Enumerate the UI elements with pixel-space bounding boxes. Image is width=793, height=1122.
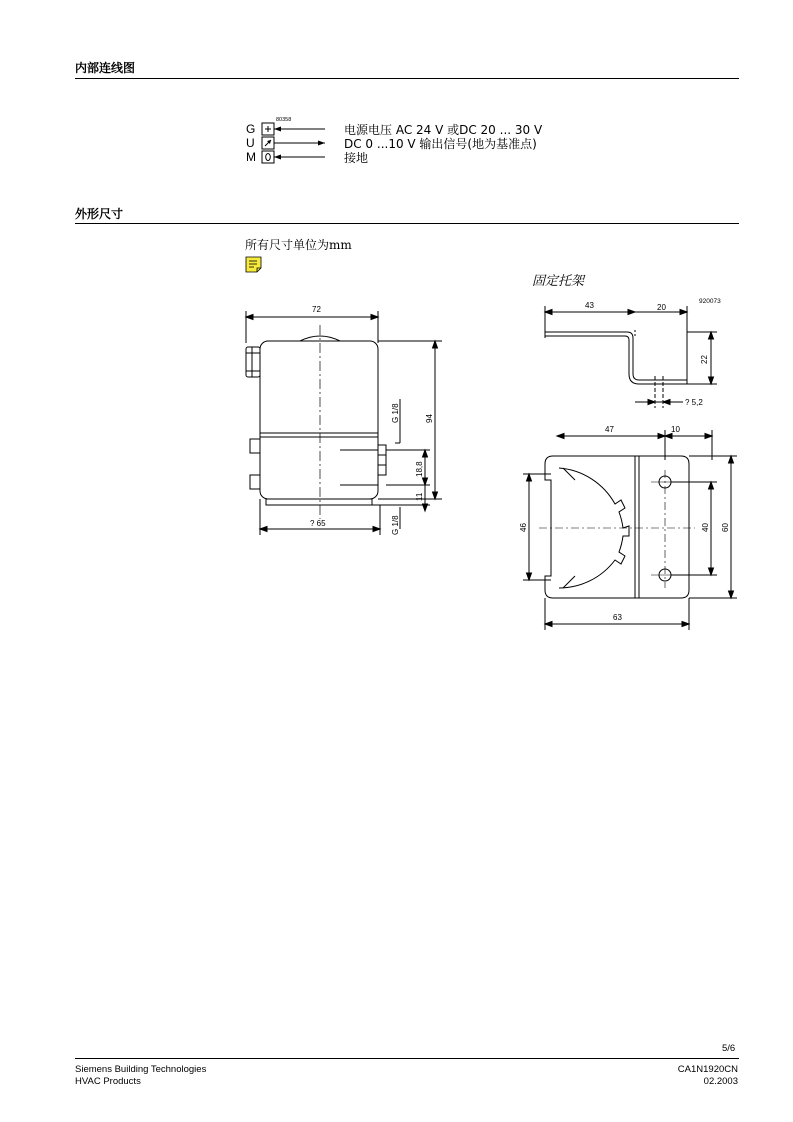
bracket-title: 固定托架	[532, 274, 585, 289]
dim-bracket-c: 46	[519, 523, 528, 532]
page-number: 5/6	[722, 1043, 736, 1054]
terminal-desc-u: DC 0 ...10 V 输出信号(地为基准点)	[344, 137, 537, 151]
terminal-label-g: G	[246, 122, 256, 136]
dim-18-8: 18,8	[415, 461, 424, 477]
terminal-box-m	[262, 151, 274, 163]
dim-thread-bottom: G 1/8	[391, 515, 400, 535]
section-title-wiring: 内部连线图	[75, 61, 136, 75]
footer-date: 02.2003	[703, 1076, 738, 1087]
dim-bracket-e: 60	[721, 523, 730, 532]
terminal-desc-g: 电源电压 AC 24 V 或DC 20 ... 30 V	[344, 123, 543, 137]
unit-note: 所有尺寸单位为mm	[245, 238, 352, 252]
dim-11: 11	[415, 492, 424, 501]
dim-bracket-hole: ? 5,2	[685, 398, 703, 407]
wiring-figure-id: 80358	[276, 117, 292, 123]
dim-bracket-f: 63	[613, 613, 622, 622]
terminal-label-m: M	[246, 150, 256, 164]
bracket-figure-id: 920073	[699, 298, 721, 305]
dim-bracket-d: 40	[701, 523, 710, 532]
dim-bracket-a: 47	[605, 425, 614, 434]
bracket-top-drawing	[515, 420, 745, 635]
section-title-dimensions: 外形尺寸	[75, 207, 124, 221]
footer-left	[75, 1064, 206, 1088]
section-divider	[75, 78, 739, 79]
footer-company: Siemens Building Technologies	[75, 1064, 207, 1075]
dim-bracket-length: 43	[585, 301, 594, 310]
dim-bracket-height: 22	[700, 355, 709, 364]
bracket-side-drawing	[535, 290, 745, 415]
terminal-desc-m: 接地	[344, 151, 369, 165]
dim-thread-top: G 1/8	[391, 403, 400, 423]
dim-bracket-b: 10	[671, 425, 680, 434]
dim-diameter: ? 65	[310, 519, 326, 528]
footer-divider	[75, 1058, 739, 1059]
dim-body-height: 94	[425, 414, 434, 423]
sensor-body-drawing	[230, 295, 460, 540]
dim-body-width: 72	[312, 305, 321, 314]
dim-bracket-width: 20	[657, 303, 666, 312]
footer-right	[678, 1064, 738, 1088]
terminal-label-u: U	[246, 136, 255, 150]
footer-doc-id: CA1N1920CN	[677, 1064, 738, 1075]
note-icon	[245, 256, 262, 273]
footer-division: HVAC Products	[75, 1076, 141, 1087]
section-divider	[75, 223, 739, 224]
